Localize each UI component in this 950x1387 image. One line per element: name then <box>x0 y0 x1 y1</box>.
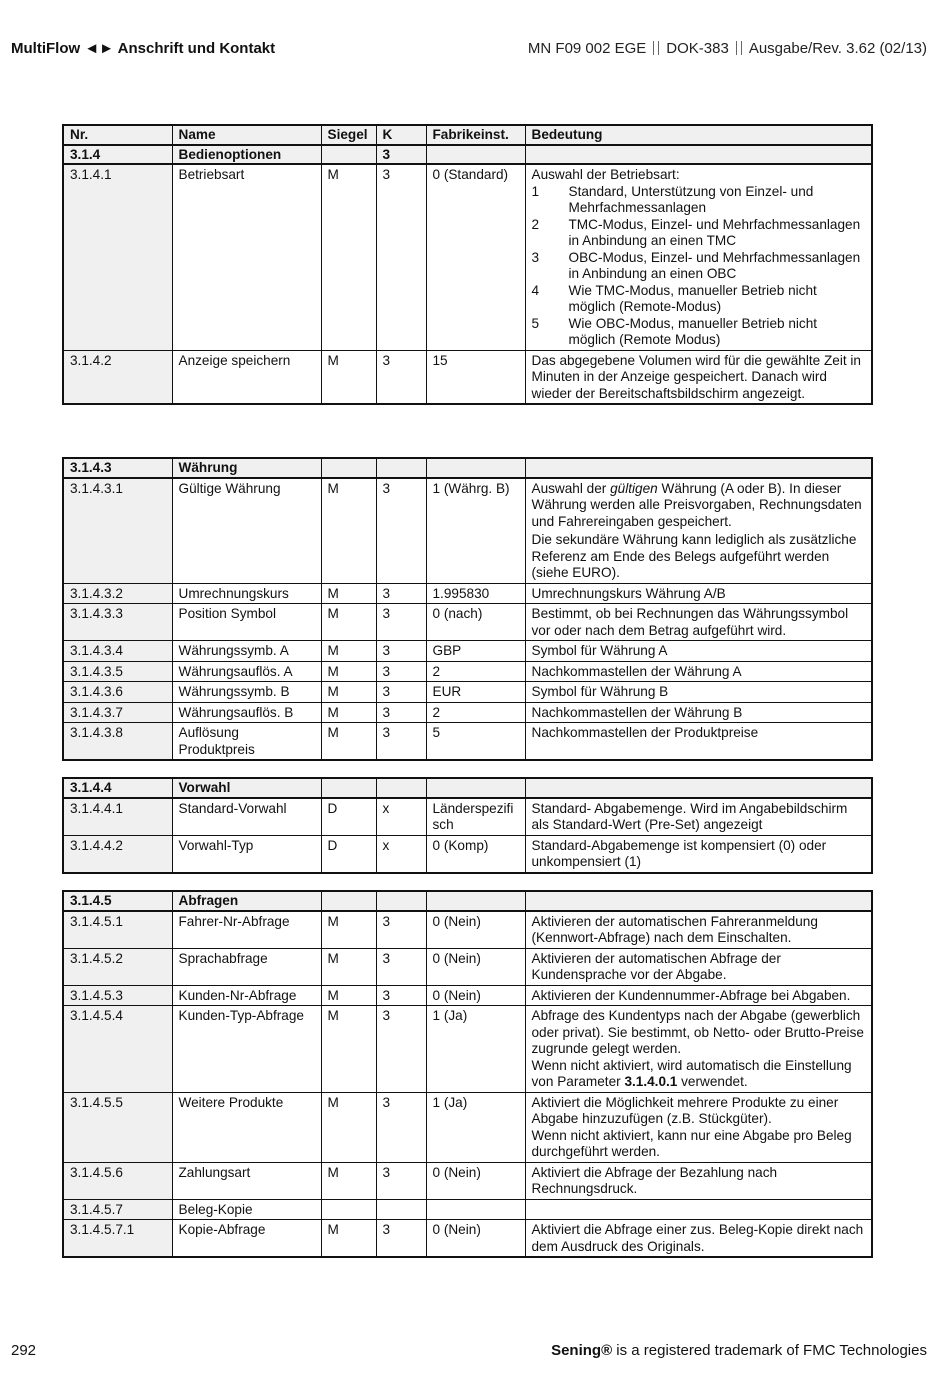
cell-bedeutung: Aktiviert die Abfrage einer zus. Beleg-Kopie direkt nach dem Ausdruck des Originals. <box>525 1220 872 1258</box>
option-item: 4 Wie TMC-Modus, manueller Betrieb nicht möglich (Remote-Modus) <box>531 282 817 314</box>
section-row <box>63 778 872 798</box>
description-paragraph: Auswahl der gültigen Währung (A oder B). In dieser Währung werden alle Preisvorgaben, Rechnungsdaten und Fahrereingaben gespeichert. <box>531 480 862 529</box>
section-title: Anschrift und Kontakt <box>117 40 276 57</box>
table-header-row <box>63 125 872 145</box>
cell-bedeutung: Symbol für Währung A <box>525 641 872 662</box>
parameter-table-bedienoptionen <box>62 124 873 405</box>
cell-fabrikeinst: 1 (Ja) <box>426 1092 525 1162</box>
cell-fabrikeinst: 1 (Währg. B) <box>426 478 525 584</box>
cell-siegel: M <box>321 723 376 761</box>
cell-siegel: M <box>321 1006 376 1093</box>
cell-k: 3 <box>376 1220 426 1258</box>
description-paragraph: Aktiviert die Möglichkeit mehrere Produkte zu einer Abgabe hinzuzufügen (z.B. Stückgüter). <box>531 1094 839 1126</box>
table-row <box>63 1220 872 1258</box>
cell-nr: 3.1.4.3.8 <box>63 723 172 761</box>
cell-name: Kopie-Abfrage <box>172 1220 321 1258</box>
cell-nr: 3.1.4.5.4 <box>63 1006 172 1093</box>
cell-k: 3 <box>376 948 426 985</box>
cell-name: Währungsauflös. A <box>172 661 321 682</box>
parameter-table-waehrung <box>62 457 873 761</box>
cell-siegel: M <box>321 478 376 584</box>
cell-fabrikeinst: 2 <box>426 661 525 682</box>
cell-k: 3 <box>376 911 426 949</box>
table-row <box>63 641 872 662</box>
cell-name: Weitere Produkte <box>172 1092 321 1162</box>
cell-fabrikeinst: 0 (Nein) <box>426 1162 525 1199</box>
cell-bedeutung: Nachkommastellen der Währung A <box>525 661 872 682</box>
cell-fabrikeinst: 2 <box>426 702 525 723</box>
cell-bedeutung <box>525 164 872 350</box>
cell-nr: 3.1.4.5.2 <box>63 948 172 985</box>
cell-k: x <box>376 835 426 873</box>
cell-name: Beleg-Kopie <box>172 1199 321 1220</box>
parameter-table-abfragen <box>62 890 873 1258</box>
cell-bedeutung: Das abgegebene Volumen wird für die gewählte Zeit in Minuten in der Anzeige gespeichert. Danach wird wieder der Bereitschaftsbildschirm angezeigt. <box>525 350 872 404</box>
cell-nr: 3.1.4.3.2 <box>63 583 172 604</box>
table-row <box>63 985 872 1006</box>
option-item: 3 OBC-Modus, Einzel- und Mehrfachmessanlagen in Anbindung an einen OBC <box>531 249 861 281</box>
cell-bedeutung: Aktivieren der Kundennummer-Abfrage bei Abgaben. <box>525 985 872 1006</box>
table-row <box>63 948 872 985</box>
col-header-nr: Nr. <box>63 125 172 145</box>
cell-siegel: M <box>321 661 376 682</box>
product-name: MultiFlow <box>11 40 81 57</box>
table-row <box>63 1006 872 1093</box>
cell-k: 3 <box>376 661 426 682</box>
section-row <box>63 891 872 911</box>
cell-bedeutung: Aktivieren der automatischen Abfrage der Kundensprache vor der Abgabe. <box>525 948 872 985</box>
cell-name: Anzeige speichern <box>172 350 321 404</box>
parameter-table-vorwahl <box>62 777 873 874</box>
cell-siegel: M <box>321 702 376 723</box>
cell-fabrikeinst: 15 <box>426 350 525 404</box>
section-name: Währung <box>172 458 321 478</box>
table-row <box>63 164 872 350</box>
cell-fabrikeinst: 0 (Nein) <box>426 1220 525 1258</box>
cell-bedeutung: Symbol für Währung B <box>525 682 872 703</box>
section-name: Vorwahl <box>172 778 321 798</box>
cell-name: Kunden-Typ-Abfrage <box>172 1006 321 1093</box>
cell-bedeutung <box>525 1006 872 1093</box>
cell-bedeutung: Standard-Abgabemenge ist kompensiert (0) oder unkompensiert (1) <box>525 835 872 873</box>
cell-nr: 3.1.4.4.2 <box>63 835 172 873</box>
cell-bedeutung: Standard- Abgabemenge. Wird im Angabebildschirm als Standard-Wert (Pre-Set) angezeigt <box>525 798 872 836</box>
option-item: 5 Wie OBC-Modus, manueller Betrieb nicht möglich (Remote Modus) <box>531 315 818 347</box>
cell-k: 3 <box>376 1162 426 1199</box>
cell-nr: 3.1.4.1 <box>63 164 172 350</box>
cell-siegel: M <box>321 604 376 641</box>
cell-siegel: M <box>321 911 376 949</box>
col-header-fabrikeinst: Fabrikeinst. <box>426 125 525 145</box>
trademark-notice: Sening® is a registered trademark of FMC Technologies <box>551 1342 927 1359</box>
cell-siegel: M <box>321 164 376 350</box>
table-row <box>63 1162 872 1199</box>
emphasis-text: gültigen <box>610 480 658 496</box>
cell-fabrikeinst: 0 (Komp) <box>426 835 525 873</box>
table-row <box>63 583 872 604</box>
table-row <box>63 350 872 404</box>
cell-name: Umrechnungskurs <box>172 583 321 604</box>
cell-fabrikeinst: 0 (Nein) <box>426 911 525 949</box>
cell-nr: 3.1.4.3.1 <box>63 478 172 584</box>
cell-k: 3 <box>376 583 426 604</box>
table-row <box>63 723 872 761</box>
cell-bedeutung: Nachkommastellen der Währung B <box>525 702 872 723</box>
col-header-name: Name <box>172 125 321 145</box>
doc-revision: Ausgabe/Rev. 3.62 (02/13) <box>748 40 927 57</box>
cell-name: Währungsauflös. B <box>172 702 321 723</box>
page-header-title <box>11 40 275 57</box>
page-header-docref <box>528 40 927 57</box>
cell-name: Position Symbol <box>172 604 321 641</box>
cell-bedeutung: Bestimmt, ob bei Rechnungen das Währungssymbol vor oder nach dem Betrag aufgeführt wird. <box>525 604 872 641</box>
cell-siegel: D <box>321 798 376 836</box>
cell-nr: 3.1.4.5.7.1 <box>63 1220 172 1258</box>
cell-nr: 3.1.4.5.1 <box>63 911 172 949</box>
cell-k: 3 <box>376 1092 426 1162</box>
description-paragraph: Wenn nicht aktiviert, kann nur eine Abgabe pro Beleg durchgeführt werden. <box>531 1127 852 1159</box>
cell-siegel: M <box>321 682 376 703</box>
cell-nr: 3.1.4.5.7 <box>63 1199 172 1220</box>
cell-k: x <box>376 798 426 836</box>
cell-name: Fahrer-Nr-Abfrage <box>172 911 321 949</box>
doc-id: DOK-383 <box>666 40 729 57</box>
section-nr: 3.1.4.5 <box>63 891 172 911</box>
cell-fabrikeinst: 0 (nach) <box>426 604 525 641</box>
table-row <box>63 604 872 641</box>
col-header-k: K <box>376 125 426 145</box>
cell-nr: 3.1.4.3.4 <box>63 641 172 662</box>
cell-nr: 3.1.4.3.7 <box>63 702 172 723</box>
option-intro: Auswahl der Betriebsart: <box>531 167 680 182</box>
table-row <box>63 702 872 723</box>
table-row <box>63 1199 872 1220</box>
table-row <box>63 911 872 949</box>
cell-bedeutung: Aktiviert die Abfrage der Bezahlung nach Rechnungsdruck. <box>525 1162 872 1199</box>
cell-name: Zahlungsart <box>172 1162 321 1199</box>
table-row <box>63 682 872 703</box>
col-header-bedeutung: Bedeutung <box>525 125 872 145</box>
section-nr: 3.1.4.3 <box>63 458 172 478</box>
cell-bedeutung: Aktivieren der automatischen Fahreranmeldung (Kennwort-Abfrage) nach dem Einschalten. <box>525 911 872 949</box>
option-item: 1 Standard, Unterstützung von Einzel- und Mehrfachmessanlagen <box>531 183 814 215</box>
parameter-reference: 3.1.4.0.1 <box>624 1074 678 1089</box>
cell-name: Auflösung Produktpreis <box>172 723 321 761</box>
cell-nr: 3.1.4.3.3 <box>63 604 172 641</box>
description-paragraph: Abfrage des Kundentyps nach der Abgabe (gewerblich oder privat). Sie bestimmt, ob Netto- oder Brutto-Preise zugrunde gelegt werden. <box>531 1008 864 1056</box>
cell-name: Währungssymb. B <box>172 682 321 703</box>
separator-icon <box>653 41 659 55</box>
section-name: Abfragen <box>172 891 321 911</box>
cell-nr: 3.1.4.3.5 <box>63 661 172 682</box>
cell-siegel: M <box>321 583 376 604</box>
cell-siegel: M <box>321 350 376 404</box>
cell-fabrikeinst: 1.995830 <box>426 583 525 604</box>
cell-siegel: M <box>321 1092 376 1162</box>
cell-fabrikeinst: 5 <box>426 723 525 761</box>
nav-arrows-icon: ◄► <box>84 40 115 57</box>
cell-nr: 3.1.4.5.6 <box>63 1162 172 1199</box>
cell-nr: 3.1.4.5.5 <box>63 1092 172 1162</box>
cell-name: Vorwahl-Typ <box>172 835 321 873</box>
cell-bedeutung: Umrechnungskurs Währung A/B <box>525 583 872 604</box>
cell-k: 3 <box>376 723 426 761</box>
cell-name: Standard-Vorwahl <box>172 798 321 836</box>
cell-fabrikeinst: GBP <box>426 641 525 662</box>
cell-bedeutung <box>525 1092 872 1162</box>
cell-siegel: M <box>321 1220 376 1258</box>
section-name: Bedienoptionen <box>172 145 321 165</box>
cell-k: 3 <box>376 641 426 662</box>
page-number: 292 <box>11 1342 37 1359</box>
cell-siegel: M <box>321 985 376 1006</box>
cell-fabrikeinst: 0 (Standard) <box>426 164 525 350</box>
cell-siegel: M <box>321 641 376 662</box>
cell-nr: 3.1.4.2 <box>63 350 172 404</box>
cell-nr: 3.1.4.4.1 <box>63 798 172 836</box>
section-nr: 3.1.4.4 <box>63 778 172 798</box>
section-nr: 3.1.4 <box>63 145 172 165</box>
cell-bedeutung: Nachkommastellen der Produktpreise <box>525 723 872 761</box>
cell-k: 3 <box>376 164 426 350</box>
table-row <box>63 661 872 682</box>
description-paragraph: Die sekundäre Währung kann lediglich als zusätzliche Referenz am Ende des Belegs aufgeführt werden (siehe EURO). <box>531 532 857 580</box>
cell-name: Gültige Währung <box>172 478 321 584</box>
table-row <box>63 478 872 584</box>
cell-siegel: D <box>321 835 376 873</box>
cell-nr: 3.1.4.3.6 <box>63 682 172 703</box>
cell-name: Sprachabfrage <box>172 948 321 985</box>
cell-k: 3 <box>376 350 426 404</box>
doc-number: MN F09 002 EGE <box>527 40 647 57</box>
cell-name: Kunden-Nr-Abfrage <box>172 985 321 1006</box>
cell-fabrikeinst: 1 (Ja) <box>426 1006 525 1093</box>
cell-k: 3 <box>376 985 426 1006</box>
cell-bedeutung <box>525 478 872 584</box>
option-item: 2 TMC-Modus, Einzel- und Mehrfachmessanlagen in Anbindung an einen TMC <box>531 216 861 248</box>
cell-fabrikeinst: 0 (Nein) <box>426 948 525 985</box>
description-paragraph: Wenn nicht aktiviert, wird automatisch die Einstellung von Parameter 3.1.4.0.1 verwendet. <box>531 1057 852 1089</box>
cell-k: 3 <box>376 478 426 584</box>
cell-nr: 3.1.4.5.3 <box>63 985 172 1006</box>
cell-k: 3 <box>376 682 426 703</box>
cell-k: 3 <box>376 604 426 641</box>
section-row <box>63 145 872 165</box>
cell-siegel: M <box>321 948 376 985</box>
section-k: 3 <box>376 145 426 165</box>
separator-icon <box>736 41 742 55</box>
cell-k: 3 <box>376 702 426 723</box>
col-header-siegel: Siegel <box>321 125 376 145</box>
cell-name: Währungssymb. A <box>172 641 321 662</box>
brand-name: Sening® <box>551 1342 613 1359</box>
cell-fabrikeinst: Länderspezifisch <box>426 798 525 836</box>
cell-name: Betriebsart <box>172 164 321 350</box>
section-row <box>63 458 872 478</box>
table-row <box>63 798 872 836</box>
table-row <box>63 1092 872 1162</box>
cell-k: 3 <box>376 1006 426 1093</box>
cell-siegel: M <box>321 1162 376 1199</box>
table-row <box>63 835 872 873</box>
cell-fabrikeinst: EUR <box>426 682 525 703</box>
cell-fabrikeinst: 0 (Nein) <box>426 985 525 1006</box>
